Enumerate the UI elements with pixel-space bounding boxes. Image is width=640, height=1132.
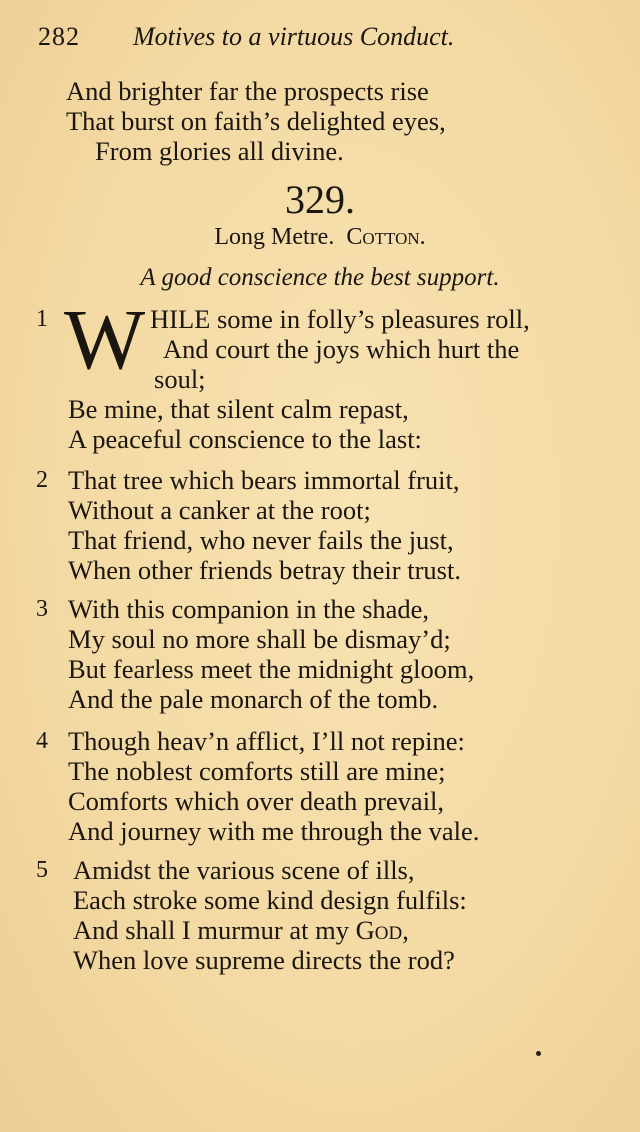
verse-line: And court the joys which hurt the xyxy=(163,334,520,364)
verse-line xyxy=(73,915,409,945)
verse-line: And journey with me through the vale. xyxy=(68,816,480,846)
verse-line: When other friends betray their trust. xyxy=(68,555,461,585)
verse-line: Without a canker at the root; xyxy=(68,495,371,525)
drop-cap: W xyxy=(64,291,146,387)
verse-line: Though heav’n afflict, I’ll not repine: xyxy=(68,726,465,756)
verse-line: Amidst the various scene of ills, xyxy=(73,855,415,885)
meter-label: Long Metre. xyxy=(214,224,335,250)
verse-number: 2 xyxy=(36,467,48,493)
prev-verse-line: From glories all divine. xyxy=(95,136,344,166)
prev-verse-line: That burst on faith’s delighted eyes, xyxy=(66,106,446,136)
verse-line: When love supreme directs the rod? xyxy=(73,945,455,975)
hymn-number: 329. xyxy=(285,177,355,222)
divine-name: God, xyxy=(355,915,409,945)
hymn-meter xyxy=(0,224,640,251)
verse-number: 5 xyxy=(36,857,48,883)
running-title: Motives to a virtuous Conduct. xyxy=(133,22,455,51)
prev-verse-line: And brighter far the prospects rise xyxy=(66,76,429,106)
hymn-author: Cotton. xyxy=(346,224,426,250)
verse-line: But fearless meet the midnight gloom, xyxy=(68,654,475,684)
verse-line: That friend, who never fails the just, xyxy=(68,525,454,555)
verse-line: soul; xyxy=(154,364,206,394)
verse-line: Be mine, that silent calm repast, xyxy=(68,394,409,424)
verse-number: 4 xyxy=(36,728,48,754)
verse-line: That tree which bears immortal fruit, xyxy=(68,465,460,495)
verse-line: A peaceful conscience to the last: xyxy=(68,424,422,454)
verse-line: The noblest comforts still are mine; xyxy=(68,756,446,786)
verse-number: 3 xyxy=(36,596,48,622)
verse-number: 1 xyxy=(36,306,48,332)
verse-line: HILE some in folly’s pleasures roll, xyxy=(150,304,530,334)
verse-line: Each stroke some kind design fulfils: xyxy=(73,885,467,915)
verse-line: My soul no more shall be dismay’d; xyxy=(68,624,451,654)
hymn-subtitle: A good conscience the best support. xyxy=(140,264,500,291)
verse-line-text: And shall I murmur at my xyxy=(73,915,356,945)
verse-line: With this companion in the shade, xyxy=(68,594,430,624)
page-number: 282 xyxy=(38,22,80,51)
verse-line: And the pale monarch of the tomb. xyxy=(68,684,439,714)
ink-speck xyxy=(536,1051,541,1056)
verse-line: Comforts which over death prevail, xyxy=(68,786,445,816)
